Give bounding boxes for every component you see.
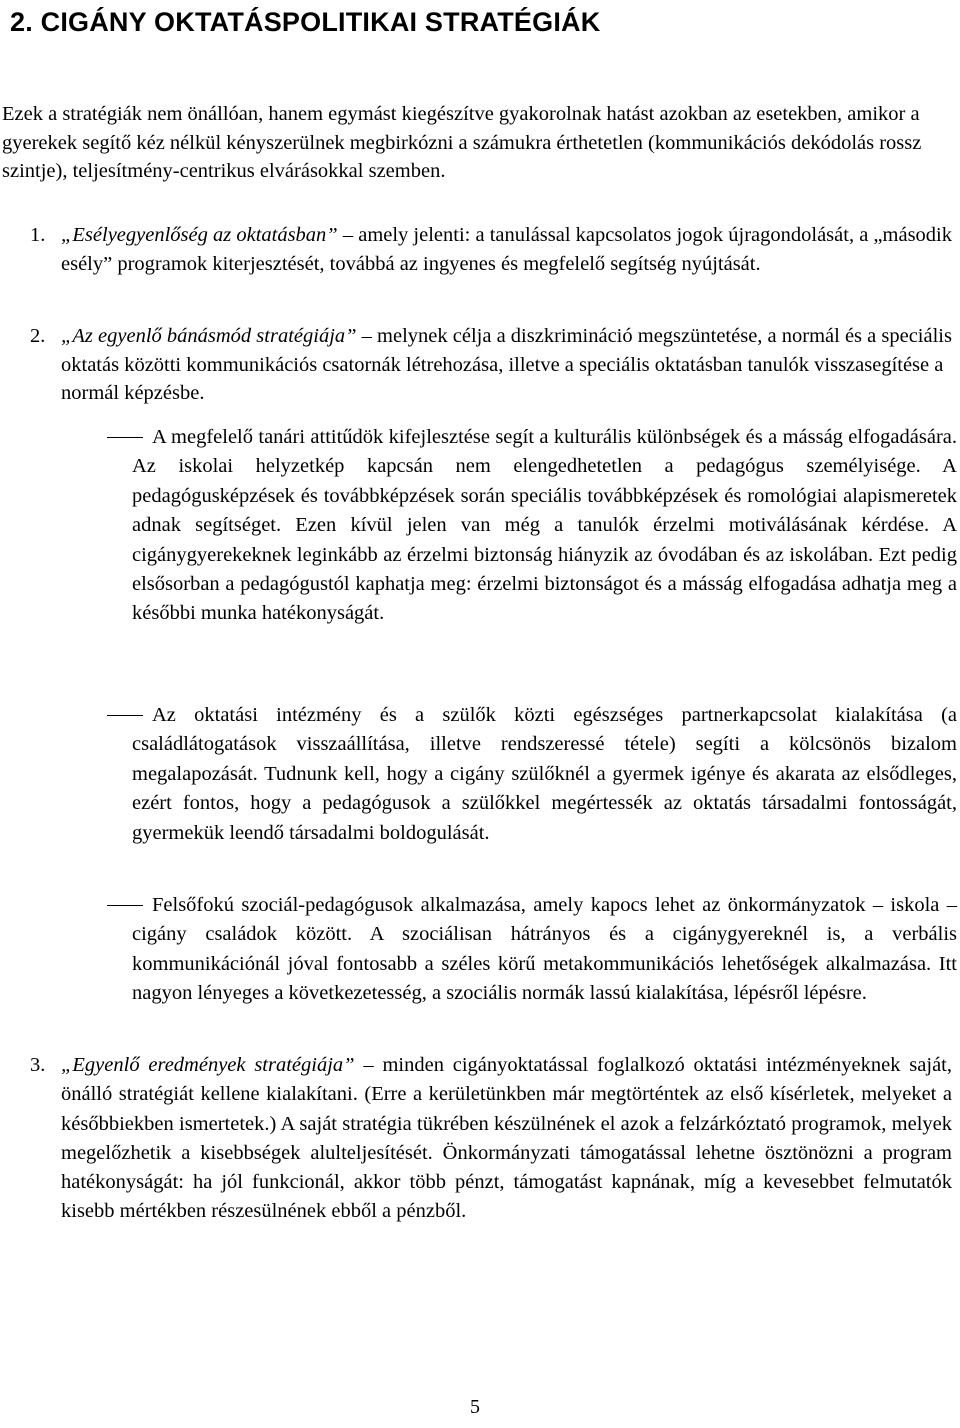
intro-paragraph: Ezek a stratégiák nem önállóan, hanem egymást kiegészítve gyakorolnak hatást azokban az esetekben, amikor a gyerekek segítő kéz nélkül kényszerülnek megbirkózni a számukra érthetetlen (kommunikációs dekódolás rossz szintje), teljesítmény-centrikus elvárásokkal szemben.	[2, 103, 922, 182]
list-item-number: 2.	[30, 325, 46, 347]
strategy-description: – melynek célja a diszkrimináció megszüntetése, a normál és a speciális oktatás közötti kommunikációs csatornák létrehozása, illetve a speciális oktatásban tanulók visszasegítése a normál képzésbe.	[61, 325, 952, 404]
section-heading: 2. CIGÁNY OKTATÁSPOLITIKAI STRATÉGIÁK	[10, 7, 601, 37]
strategy-term: „Egyenlő eredmények stratégiája”	[61, 1054, 355, 1076]
subpoint-2	[107, 701, 957, 848]
page-number: 5	[470, 1396, 480, 1418]
strategy-description: – minden cigányoktatással foglalkozó oktatási intézményeknek saját, önálló stratégiát kellene kialakítani. (Erre a kerületünkben már megtörténtek az első kísérletek, melyeket a későbbiekben ismertetek.) A saját stratégia tükrében készülnének el azok a felzárkóztató programok, melyek megelőzhetik a kisebbségek alulteljesítését. Önkormányzati támogatással lehetne ösztönözni a program hatékonyságát: ha jól funkcionál, akkor több pénzt, támogatást kapnának, míg a kevesebbet felmutatók kisebb mértékben részesülnének ebből a pénzből.	[61, 1054, 952, 1223]
subpoint-text: A megfelelő tanári attitűdök kifejlesztése segít a kulturális különbségek és a másság elfogadására. Az iskolai helyzetkép kapcsán nem elengedhetetlen a pedagógus személyisége. A pedagógusképzések és továbbképzések során speciális továbbképzések és romológiai alapismeretek adnak segítséget. Ezen kívül jelen van még a tanulók érzelmi motiválásának kérdése. A cigánygyerekeknek leginkább az érzelmi biztonság hiányzik az óvodában és az iskolában. Ezt pedig elsősorban a pedagógustól kaphatja meg: érzelmi biztonságot és a másság elfogadása adhatja meg a későbbi munka hatékonyságát.	[132, 426, 957, 625]
list-item-3	[30, 1051, 952, 1227]
list-item-number: 3.	[30, 1054, 46, 1076]
strategy-description: – amely jelenti: a tanulással kapcsolatos jogok újragondolását, a „második esély” programok kiterjesztését, továbbá az ingyenes és megfelelő segítség nyújtását.	[61, 224, 952, 275]
subpoint-text: Felsőfokú szociál-pedagógusok alkalmazása, amely kapocs lehet az önkormányzatok – iskola – cigány családok között. A szociálisan hátrányos és a cigánygyereknél is, a verbális kommunikációnál jóval fontosabb a széles körű metakommunikációs lehetőségek alkalmazása. Itt nagyon lényeges a következetesség, a szociális normák lassú kialakítása, lépésről lépésre.	[132, 894, 957, 1005]
strategy-term: „Esélyegyenlőség az oktatásban”	[61, 224, 338, 246]
subpoint-text: Az oktatási intézmény és a szülők közti egészséges partnerkapcsolat kialakítása (a családlátogatások visszaállítása, illetve rendszeressé tétele) segíti a kölcsönös bizalom megalapozását. Tudnunk kell, hogy a cigány szülőknél a gyermek igénye és akarata az elsődleges, ezért fontos, hogy a pedagógusok a szülőkkel megértessék az oktatás társadalmi fontosságát, gyermekük leendő társadalmi boldogulását.	[132, 704, 957, 844]
dash-bullet	[107, 437, 143, 438]
subpoint-1	[107, 423, 957, 629]
list-item-number: 1.	[30, 224, 46, 246]
strategy-term: „Az egyenlő bánásmód stratégiája”	[61, 325, 357, 347]
dash-bullet	[107, 715, 143, 716]
list-item-1	[30, 221, 952, 278]
subpoint-3	[107, 891, 957, 1009]
dash-bullet	[107, 905, 143, 906]
list-item-2	[30, 322, 952, 408]
